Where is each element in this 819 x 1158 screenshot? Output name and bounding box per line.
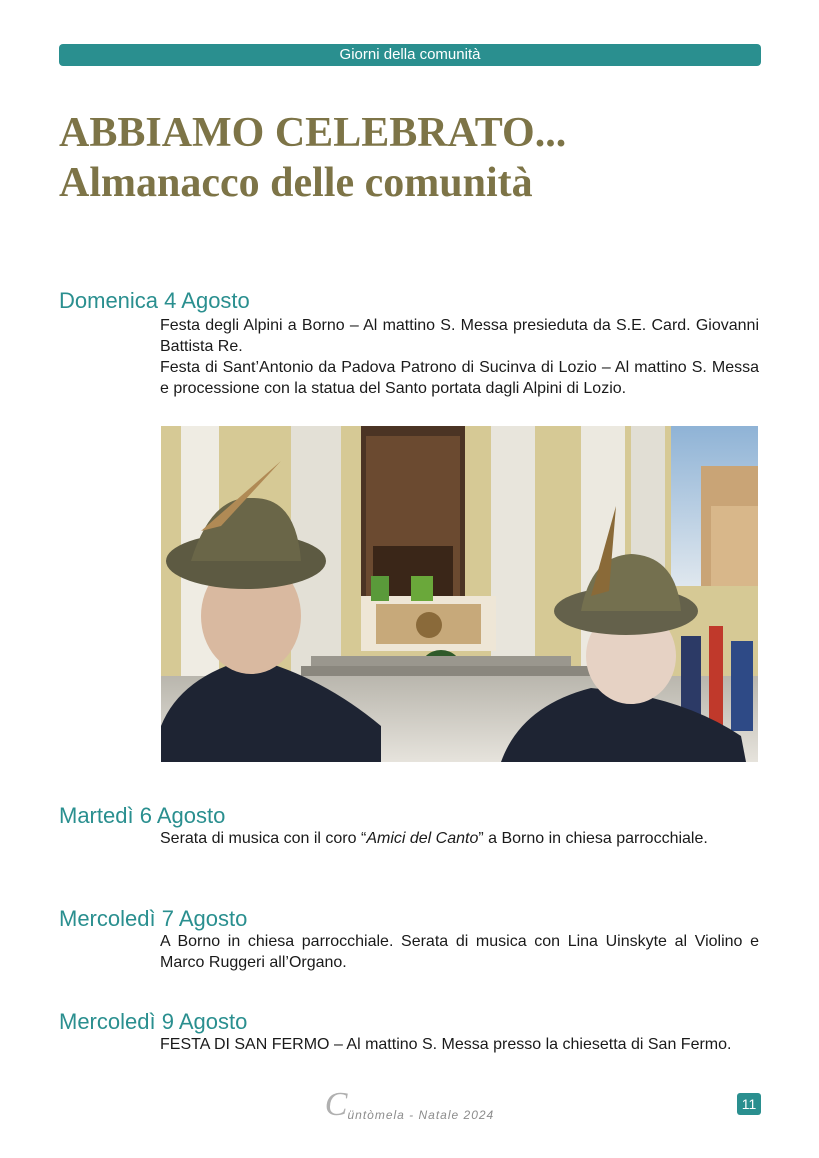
event-date: Mercoledì 7 Agosto bbox=[59, 906, 248, 931]
page-footer bbox=[0, 1086, 819, 1122]
event-paragraph: Festa di Sant’Antonio da Padova Patrono di Sucinva di Lozio – Al mattino S. Messa e processione con la statua del Santo portata dagli Alpini di Lozio. bbox=[160, 359, 759, 397]
page-title-line1: ABBIAMO CELEBRATO... bbox=[59, 110, 567, 156]
footer-publication: üntòmela - Natale 2024 bbox=[347, 1108, 495, 1122]
page-number: 11 bbox=[737, 1093, 761, 1115]
event-paragraph: A Borno in chiesa parrocchiale. Serata di musica con Lina Uinskyte al Violino e Marco Ruggeri all’Organo. bbox=[160, 933, 759, 971]
event-date: Domenica 4 Agosto bbox=[59, 288, 250, 313]
event-paragraph: FESTA DI SAN FERMO – Al mattino S. Messa presso la chiesetta di San Fermo. bbox=[160, 1036, 732, 1053]
event-description bbox=[160, 931, 759, 973]
footer-logo-initial: C bbox=[324, 1086, 348, 1123]
event-date: Martedì 6 Agosto bbox=[59, 803, 226, 828]
section-header bbox=[59, 44, 761, 66]
event-date: Mercoledì 9 Agosto bbox=[59, 1009, 248, 1034]
page-title bbox=[59, 108, 566, 208]
event-paragraph bbox=[160, 828, 759, 849]
alpini-mass-photo bbox=[161, 426, 758, 762]
section-header-label: Giorni della comunità bbox=[339, 46, 481, 63]
event-photo bbox=[161, 426, 758, 762]
event-paragraph: Festa degli Alpini a Borno – Al mattino S. Messa presieduta da S.E. Card. Giovanni Battista Re. bbox=[160, 317, 759, 355]
event-description bbox=[160, 315, 759, 399]
page-title-line2: Almanacco delle comunità bbox=[59, 160, 533, 206]
choir-name: Amici del Canto bbox=[366, 830, 479, 847]
event-description bbox=[160, 1034, 759, 1055]
event-text-part: Serata di musica con il coro “ bbox=[160, 830, 367, 847]
event-description bbox=[160, 828, 759, 849]
event-text-part: ” a Borno in chiesa parrocchiale. bbox=[478, 830, 708, 847]
